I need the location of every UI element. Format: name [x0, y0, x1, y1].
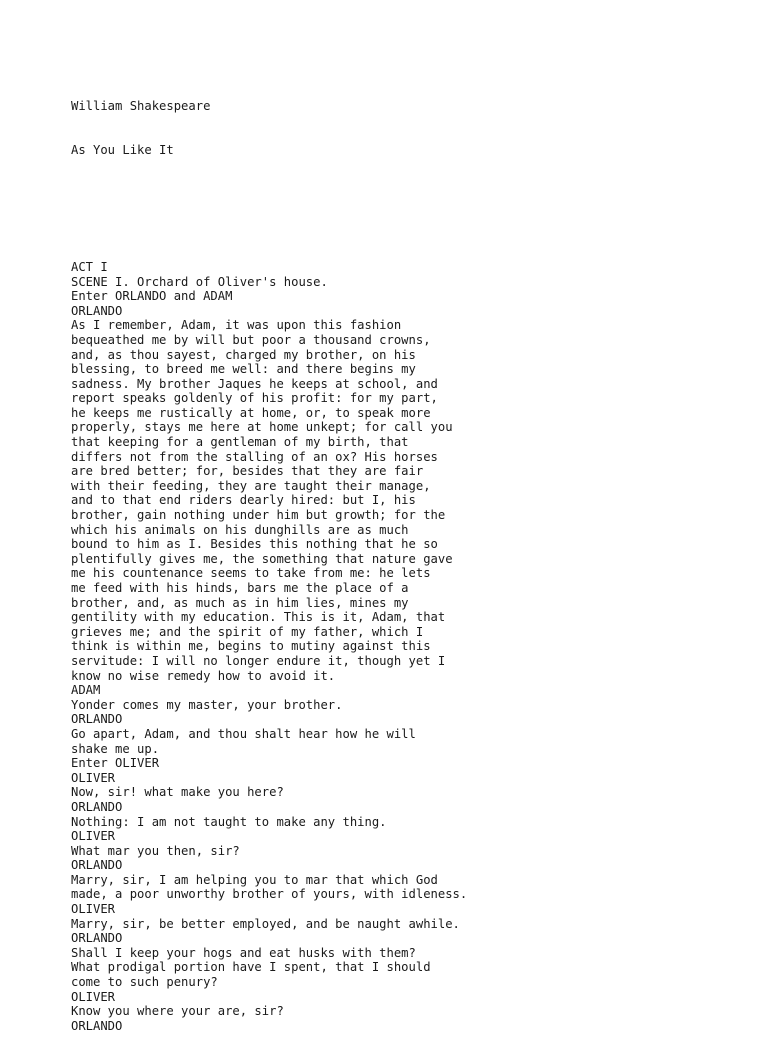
text-line: bequeathed me by will but poor a thousand crowns, [71, 332, 431, 347]
text-line: made, a poor unworthy brother of yours, with idleness. [71, 887, 468, 902]
text-line: plentifully gives me, the something that nature gave [71, 551, 453, 566]
text-line: think is within me, begins to mutiny against this [71, 639, 431, 654]
text-line: shake me up. [71, 741, 160, 756]
text-line: sadness. My brother Jaques he keeps at school, and [71, 376, 438, 391]
spacer [71, 187, 731, 231]
text-line: ADAM [71, 683, 101, 698]
text-line: he keeps me rustically at home, or, to speak more [71, 405, 431, 420]
text-line: brother, gain nothing under him but growth; for the [71, 508, 446, 523]
text-line: gentility with my education. This is it, Adam, that [71, 610, 446, 625]
text-line: As I remember, Adam, it was upon this fashion [71, 318, 402, 333]
text-line: Nothing: I am not taught to make any thing. [71, 814, 387, 829]
text-line: Enter ORLANDO and ADAM [71, 289, 233, 304]
text-line: differs not from the stalling of an ox? His horses [71, 449, 438, 464]
text-line: Marry, sir, be better employed, and be naught awhile. [71, 916, 460, 931]
play-text [71, 260, 731, 1033]
text-line: ACT I [71, 259, 108, 274]
title-line: As You Like It [71, 142, 174, 157]
text-line: bound to him as I. Besides this nothing that he so [71, 537, 438, 552]
text-line: Know you where your are, sir? [71, 1004, 284, 1019]
text-line: ORLANDO [71, 303, 123, 318]
text-line: are bred better; for, besides that they are fair [71, 464, 424, 479]
text-line: Marry, sir, I am helping you to mar that which God [71, 872, 438, 887]
text-line: What prodigal portion have I spent, that I should [71, 960, 431, 975]
text-line: Enter OLIVER [71, 756, 160, 771]
text-line: report speaks goldenly of his profit: for my part, [71, 391, 438, 406]
text-line: and to that end riders dearly hired: but I, his [71, 493, 416, 508]
text-line: Now, sir! what make you here? [71, 785, 284, 800]
text-line: ORLANDO [71, 1018, 123, 1033]
text-line: me his countenance seems to take from me: he lets [71, 566, 431, 581]
text-line: ORLANDO [71, 799, 123, 814]
text-line: OLIVER [71, 902, 116, 917]
text-line: blessing, to breed me well: and there begins my [71, 362, 416, 377]
text-line: and, as thou sayest, charged my brother, on his [71, 347, 416, 362]
text-line: servitude: I will no longer endure it, though yet I [71, 653, 446, 668]
text-line: ORLANDO [71, 712, 123, 727]
text-line: come to such penury? [71, 975, 218, 990]
document-page [71, 70, 731, 1048]
text-line: brother, and, as much as in him lies, mines my [71, 595, 409, 610]
text-line: know no wise remedy how to avoid it. [71, 668, 336, 683]
text-line: Shall I keep your hogs and eat husks with them? [71, 945, 416, 960]
text-line: OLIVER [71, 829, 116, 844]
text-line: which his animals on his dunghills are as much [71, 522, 409, 537]
text-line: Yonder comes my master, your brother. [71, 697, 343, 712]
text-line: properly, stays me here at home unkept; for call you [71, 420, 453, 435]
text-line: OLIVER [71, 770, 116, 785]
text-line: ORLANDO [71, 858, 123, 873]
text-line: What mar you then, sir? [71, 843, 240, 858]
author-line: William Shakespeare [71, 99, 211, 114]
text-line: ORLANDO [71, 931, 123, 946]
text-line: that keeping for a gentleman of my birth, that [71, 435, 409, 450]
text-line: me feed with his hinds, bars me the place of a [71, 581, 409, 595]
text-line: OLIVER [71, 989, 116, 1004]
text-line: Go apart, Adam, and thou shalt hear how he will [71, 726, 416, 741]
text-line: grieves me; and the spirit of my father, which I [71, 624, 424, 639]
text-line: SCENE I. Orchard of Oliver's house. [71, 274, 328, 289]
text-line: with their feeding, they are taught their manage, [71, 478, 431, 493]
